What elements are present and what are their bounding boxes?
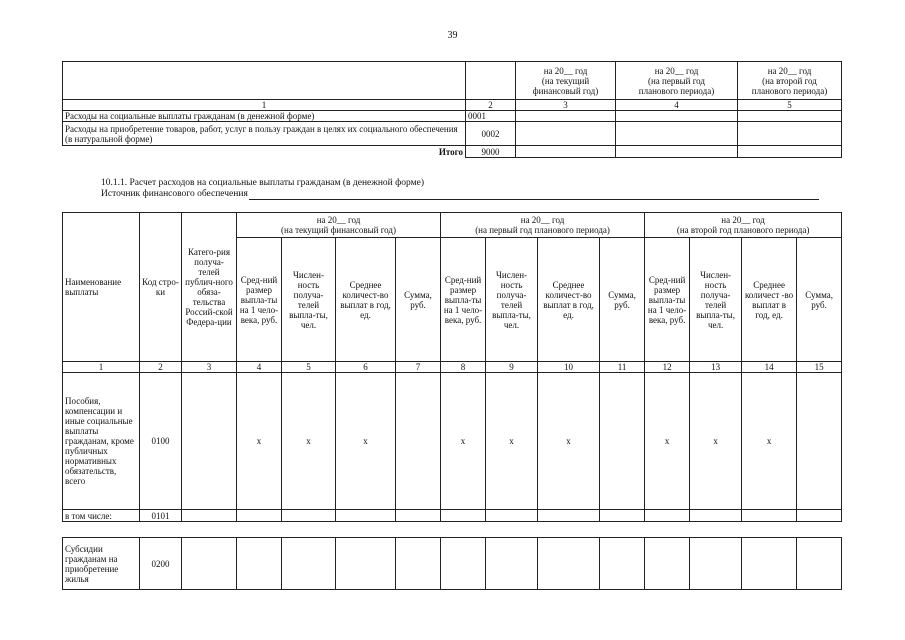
row-code: 0001 xyxy=(466,111,516,122)
x-mark: x xyxy=(441,373,486,510)
row-code: 0002 xyxy=(466,122,516,146)
row-code: 0200 xyxy=(140,538,182,590)
value-cell[interactable] xyxy=(396,510,441,522)
x-mark: x xyxy=(690,373,742,510)
value-cell[interactable] xyxy=(616,111,738,122)
row-name: Расходы на приобретение товаров, работ, услуг в пользу граждан в целях их социального обеспечения (в натуральной форме) xyxy=(63,122,466,146)
value-cell[interactable] xyxy=(486,538,538,590)
row-name: в том числе: xyxy=(63,510,140,522)
row-code: 0100 xyxy=(140,373,182,510)
total-label: Итого xyxy=(63,146,466,158)
col-number: 2 xyxy=(140,362,182,373)
table-row xyxy=(63,111,842,122)
value-cell[interactable] xyxy=(600,510,645,522)
col-number: 13 xyxy=(690,362,742,373)
header-first-plan-year: на 20__ год (на первый год планового периода) xyxy=(441,213,645,238)
col-number: 14 xyxy=(742,362,797,373)
col-number: 3 xyxy=(182,362,237,373)
housing-subsidy-table xyxy=(62,537,842,590)
summary-table xyxy=(62,61,842,158)
table-row xyxy=(63,538,842,590)
value-cell[interactable] xyxy=(237,538,282,590)
col-number: 1 xyxy=(63,362,140,373)
value-cell[interactable] xyxy=(282,510,336,522)
value-cell[interactable] xyxy=(738,111,842,122)
col-number: 5 xyxy=(282,362,336,373)
header-recipient-count: Числен-ность получа-телей выпла-ты, чел. xyxy=(486,238,538,362)
header-line-code: Код стро-ки xyxy=(140,213,182,362)
header-second-plan-year: на 20__ год (на второй год планового периода) xyxy=(645,213,842,238)
value-cell[interactable] xyxy=(797,373,842,510)
value-cell[interactable] xyxy=(690,538,742,590)
value-cell[interactable] xyxy=(441,510,486,522)
header-first-plan-year: на 20__ год (на первый год планового периода) xyxy=(616,62,738,100)
total-code: 9000 xyxy=(466,146,516,158)
x-mark: x xyxy=(645,373,690,510)
value-cell[interactable] xyxy=(797,510,842,522)
value-cell[interactable] xyxy=(441,538,486,590)
page-number: 39 xyxy=(447,30,458,41)
col-number: 4 xyxy=(237,362,282,373)
header-avg-quantity: Среднее количест-во выплат в год, ед. xyxy=(538,238,600,362)
value-cell[interactable] xyxy=(182,373,237,510)
value-cell[interactable] xyxy=(336,538,396,590)
col-number: 6 xyxy=(336,362,396,373)
value-cell[interactable] xyxy=(538,510,600,522)
col-number: 2 xyxy=(466,100,516,111)
col-number: 11 xyxy=(600,362,645,373)
col-number: 9 xyxy=(486,362,538,373)
col-number: 8 xyxy=(441,362,486,373)
x-mark: x xyxy=(336,373,396,510)
funding-source-field[interactable] xyxy=(249,189,819,200)
header-sum: Сумма, руб. xyxy=(600,238,645,362)
table-row xyxy=(63,373,842,510)
value-cell[interactable] xyxy=(600,373,645,510)
value-cell[interactable] xyxy=(516,146,616,158)
header-payment-name: Наименование выплаты xyxy=(63,213,140,362)
col-number: 10 xyxy=(538,362,600,373)
value-cell[interactable] xyxy=(690,510,742,522)
value-cell[interactable] xyxy=(182,538,237,590)
value-cell[interactable] xyxy=(486,510,538,522)
value-cell[interactable] xyxy=(738,146,842,158)
x-mark: x xyxy=(538,373,600,510)
value-cell[interactable] xyxy=(182,510,237,522)
col-number: 4 xyxy=(616,100,738,111)
total-row xyxy=(63,146,842,158)
column-numbers-row xyxy=(63,362,842,373)
table-row xyxy=(63,510,842,522)
col-number: 5 xyxy=(738,100,842,111)
header-avg-payment: Сред-ний размер выпла-ты на 1 чело-века, руб. xyxy=(441,238,486,362)
x-mark: x xyxy=(742,373,797,510)
row-name: Субсидии гражданам на приобретение жилья xyxy=(63,538,140,590)
value-cell[interactable] xyxy=(616,122,738,146)
header-recipient-count: Числен-ность получа-телей выпла-ты, чел. xyxy=(282,238,336,362)
col-number: 15 xyxy=(797,362,842,373)
row-name: Расходы на социальные выплаты гражданам (в денежной форме) xyxy=(63,111,466,122)
header-sum: Сумма, руб. xyxy=(797,238,842,362)
row-name: Пособия, компенсации и иные социальные выплаты гражданам, кроме публичных нормативных обязательств, всего xyxy=(63,373,140,510)
value-cell[interactable] xyxy=(797,538,842,590)
header-avg-quantity: Среднее количест-во выплат в год, ед. xyxy=(336,238,396,362)
value-cell[interactable] xyxy=(742,510,797,522)
header-current-year: на 20__ год (на текущий финансовый год) xyxy=(237,213,441,238)
header-avg-payment: Сред-ний размер выпла-ты на 1 чело-века, руб. xyxy=(645,238,690,362)
value-cell[interactable] xyxy=(616,146,738,158)
header-recipient-category: Катего-рия получа-телей публич-ного обяза-тельства Россий-ской Федера-ции xyxy=(182,213,237,362)
value-cell[interactable] xyxy=(237,510,282,522)
value-cell[interactable] xyxy=(396,373,441,510)
header-current-year: на 20__ год (на текущий финансовый год) xyxy=(516,62,616,100)
value-cell[interactable] xyxy=(645,510,690,522)
payments-calculation-table xyxy=(62,212,842,522)
section-title: 10.1.1. Расчет расходов на социальные выплаты гражданам (в денежной форме) xyxy=(101,178,425,188)
table-row xyxy=(63,122,842,146)
col-number: 1 xyxy=(63,100,466,111)
funding-source-label: Источник финансового обеспечения xyxy=(101,189,248,199)
header-avg-quantity: Среднее количест -во выплат в год, ед. xyxy=(742,238,797,362)
value-cell[interactable] xyxy=(282,538,336,590)
row-code: 0101 xyxy=(140,510,182,522)
header-blank xyxy=(63,62,466,100)
value-cell[interactable] xyxy=(396,538,441,590)
col-number: 12 xyxy=(645,362,690,373)
value-cell[interactable] xyxy=(645,538,690,590)
value-cell[interactable] xyxy=(742,538,797,590)
header-sum: Сумма, руб. xyxy=(396,238,441,362)
x-mark: x xyxy=(486,373,538,510)
value-cell[interactable] xyxy=(600,538,645,590)
col-number: 3 xyxy=(516,100,616,111)
header-blank xyxy=(466,62,516,100)
header-recipient-count: Числен-ность получа-телей выпла-ты, чел. xyxy=(690,238,742,362)
value-cell[interactable] xyxy=(538,538,600,590)
value-cell[interactable] xyxy=(336,510,396,522)
value-cell[interactable] xyxy=(516,122,616,146)
header-avg-payment: Сред-ний размер выпла-ты на 1 чело-века, руб. xyxy=(237,238,282,362)
x-mark: x xyxy=(282,373,336,510)
col-number: 7 xyxy=(396,362,441,373)
value-cell[interactable] xyxy=(738,122,842,146)
header-second-plan-year: на 20__ год (на второй год планового периода) xyxy=(738,62,842,100)
value-cell[interactable] xyxy=(516,111,616,122)
x-mark: x xyxy=(237,373,282,510)
funding-source-line xyxy=(101,189,819,200)
